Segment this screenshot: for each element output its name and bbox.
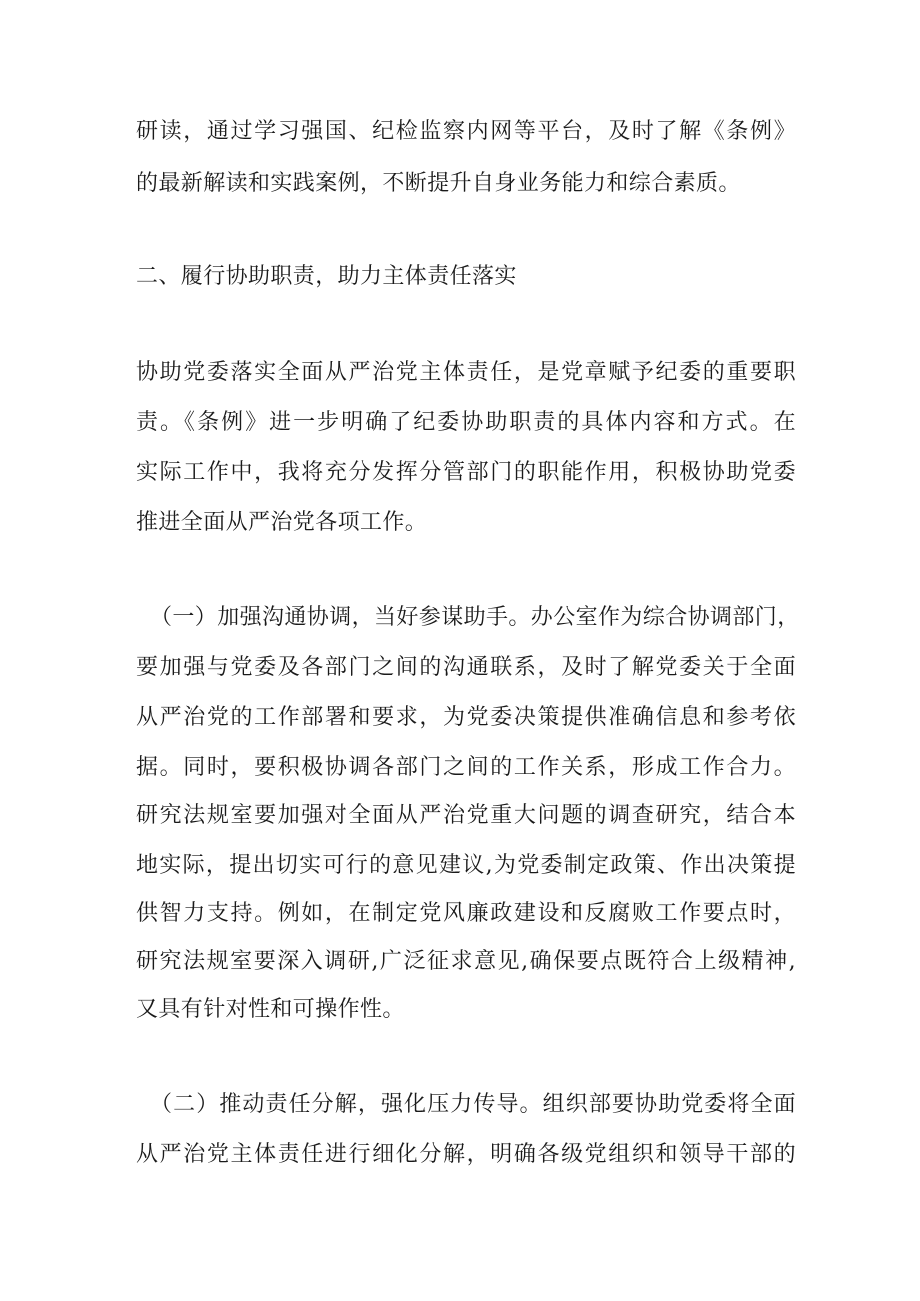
paragraph-2-line-1: 协助党委落实全面从严治党主体责任，是党章赋予纪委的重要职 — [136, 360, 796, 385]
paragraph-2-line-2: 责。《条例》进一步明确了纪委协助职责的具体内容和方式。在 — [136, 410, 796, 435]
paragraph-3-line-1: （一）加强沟通协调，当好参谋助手。办公室作为综合协调部门， — [150, 605, 800, 630]
paragraph-2-line-4: 推进全面从严治党各项工作。 — [136, 510, 428, 535]
paragraph-3-line-9: 又具有针对性和可操作性。 — [136, 997, 405, 1022]
paragraph-4-line-2: 从严治党主体责任进行细化分解，明确各级党组织和领导干部的 — [136, 1142, 796, 1167]
paragraph-2-line-3: 实际工作中，我将充分发挥分管部门的职能作用，积极协助党委 — [136, 460, 796, 485]
paragraph-3-line-6: 地实际，提出切实可行的意见建议,为党委制定政策、作出决策提 — [136, 853, 796, 878]
section-heading-2: 二、履行协助职责，助力主体责任落实 — [136, 264, 517, 289]
paragraph-3-line-7: 供智力支持。例如，在制定党风廉政建设和反腐败工作要点时， — [136, 901, 796, 926]
paragraph-3-line-8: 研究法规室要深入调研,广泛征求意见,确保要点既符合上级精神, — [136, 949, 796, 974]
paragraph-1-line-1: 研读，通过学习强国、纪检监察内网等平台，及时了解《条例》 — [136, 119, 796, 144]
paragraph-3-line-5: 研究法规室要加强对全面从严治党重大问题的调查研究，结合本 — [136, 803, 796, 828]
paragraph-3-line-3: 从严治党的工作部署和要求，为党委决策提供准确信息和参考依 — [136, 705, 796, 730]
paragraph-4-line-1: （二）推动责任分解，强化压力传导。组织部要协助党委将全面 — [150, 1092, 796, 1117]
paragraph-3-line-4: 据。同时，要积极协调各部门之间的工作关系，形成工作合力。 — [136, 755, 796, 780]
paragraph-3-line-2: 要加强与党委及各部门之间的沟通联系，及时了解党委关于全面 — [136, 655, 796, 680]
paragraph-1-line-2: 的最新解读和实践案例，不断提升自身业务能力和综合素质。 — [136, 171, 741, 196]
